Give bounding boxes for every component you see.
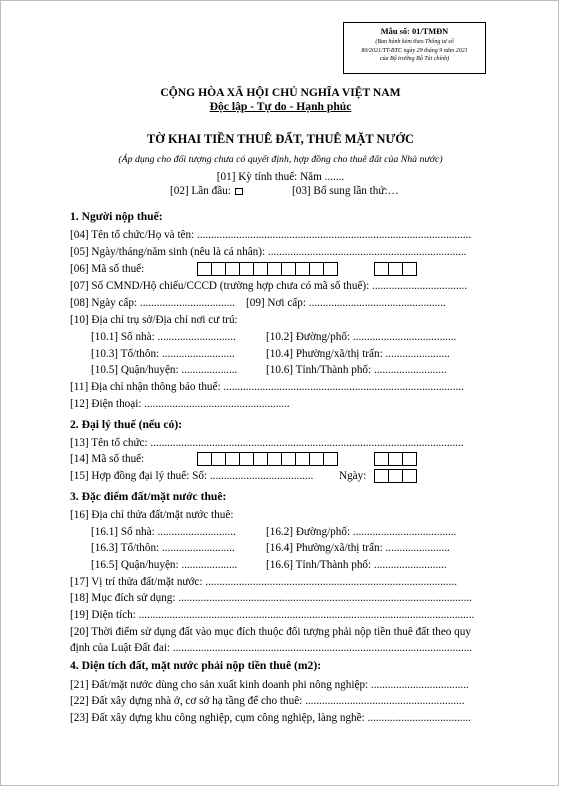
field-16-5[interactable]: [16.5] Quận/huyện: .................... (91, 559, 238, 571)
tax-code-branch-boxes[interactable] (375, 262, 417, 276)
field-16: [16] Địa chỉ thửa đất/mặt nước thuê: (70, 509, 234, 521)
agent-tax-code-branch-boxes[interactable] (375, 452, 417, 466)
digit-box[interactable] (388, 452, 403, 466)
digit-box[interactable] (388, 262, 403, 276)
tax-period: [01] Kỳ tính thuế: Năm ....... (216, 171, 345, 183)
digit-box[interactable] (309, 452, 324, 466)
digit-box[interactable] (323, 452, 338, 466)
digit-box[interactable] (239, 452, 254, 466)
field-20-line1: [20] Thời điểm sử dụng đất vào mục đích thuộc đối tượng phải nộp tiền thuê đất theo quy (70, 626, 471, 638)
field-06-label: [06] Mã số thuế: (70, 263, 145, 275)
agent-contract-date-boxes[interactable] (375, 469, 417, 483)
field-05[interactable]: [05] Ngày/tháng/năm sinh (nêu là cá nhân): ....................................................................... (70, 246, 467, 258)
section-3-heading: 3. Đặc điểm đất/mặt nước thuê: (70, 490, 227, 503)
tax-code-boxes[interactable] (198, 262, 338, 276)
field-10-6[interactable]: [10.6] Tỉnh/Thành phố: .......................... (266, 364, 447, 376)
digit-box[interactable] (374, 262, 389, 276)
supplement-count: [03] Bổ sung lần thứ:… (292, 185, 399, 197)
digit-box[interactable] (374, 469, 389, 483)
digit-box[interactable] (281, 452, 296, 466)
digit-box[interactable] (211, 452, 226, 466)
field-22[interactable]: [22] Đất xây dựng nhà ở, cơ sở hạ tầng để cho thuê: ......................................................... (70, 695, 465, 707)
form-subtitle: (Áp dụng cho đối tượng chưa có quyết định, hợp đồng cho thuê đất của Nhà nước) (118, 154, 443, 165)
section-4-heading: 4. Diện tích đất, mặt nước phải nộp tiền thuê (m2): (70, 659, 322, 672)
form-code-box (343, 22, 486, 74)
digit-box[interactable] (267, 262, 282, 276)
nation-header: CỘNG HÒA XÃ HỘI CHỦ NGHĨA VIỆT NAM (160, 86, 401, 99)
agent-tax-code-boxes[interactable] (198, 452, 338, 466)
field-15-date-label: Ngày: (339, 470, 367, 482)
field-10-3[interactable]: [10.3] Tổ/thôn: .......................... (91, 348, 235, 360)
field-18[interactable]: [18] Mục đích sử dụng: ......................................................................................................... (70, 592, 472, 604)
digit-box[interactable] (295, 262, 310, 276)
first-time-checkbox[interactable] (235, 188, 243, 195)
first-time: [02] Lần đầu: (170, 185, 243, 197)
digit-box[interactable] (402, 469, 417, 483)
field-15-number[interactable]: [15] Hợp đồng đại lý thuế: Số: ..................................... (70, 470, 314, 482)
motto: Độc lập - Tự do - Hạnh phúc (209, 100, 352, 113)
form-code-note: (Ban hành kèm theo Thông tư số 80/2021/TT-BTC ngày 29 tháng 9 năm 2021 của Bộ trưởng Bộ Tài chính) (361, 39, 468, 63)
field-09[interactable]: [09] Nơi cấp: ................................................. (246, 297, 446, 309)
field-07[interactable]: [07] Số CMND/Hộ chiếu/CCCD (trường hợp chưa có mã số thuế): .................................. (70, 280, 468, 292)
field-11[interactable]: [11] Địa chỉ nhận thông báo thuế: ...................................................................................... (70, 381, 464, 393)
section-1-heading: 1. Người nộp thuế: (70, 210, 163, 223)
digit-box[interactable] (295, 452, 310, 466)
field-04[interactable]: [04] Tên tổ chức/Họ và tên: .................................................................................................. (70, 229, 472, 241)
digit-box[interactable] (323, 262, 338, 276)
field-20-line2[interactable]: định của Luật Đất đai: ........................................................................................................... (70, 642, 473, 654)
field-17[interactable]: [17] Vị trí thửa đất/mặt nước: .......................................................................................... (70, 576, 457, 588)
field-10-4[interactable]: [10.4] Phường/xã/thị trấn: ....................... (266, 348, 450, 360)
digit-box[interactable] (374, 452, 389, 466)
digit-box[interactable] (239, 262, 254, 276)
field-14-label: [14] Mã số thuế: (70, 453, 145, 465)
digit-box[interactable] (402, 452, 417, 466)
field-12[interactable]: [12] Điện thoại: .................................................... (70, 398, 290, 410)
digit-box[interactable] (402, 262, 417, 276)
field-16-4[interactable]: [16.4] Phường/xã/thị trấn: ....................... (266, 542, 450, 554)
digit-box[interactable] (211, 262, 226, 276)
field-10-1[interactable]: [10.1] Số nhà: ............................ (91, 331, 236, 343)
field-23[interactable]: [23] Đất xây dựng khu công nghiệp, cụm công nghiệp, làng nghề: ..................................... (70, 712, 471, 724)
digit-box[interactable] (225, 452, 240, 466)
digit-box[interactable] (197, 262, 212, 276)
digit-box[interactable] (281, 262, 296, 276)
field-10-5[interactable]: [10.5] Quận/huyện: .................... (91, 364, 238, 376)
form-code: Mẫu số: 01/TMĐN (380, 27, 449, 36)
section-2-heading: 2. Đại lý thuế (nếu có): (70, 418, 183, 431)
field-16-6[interactable]: [16.6] Tỉnh/Thành phố: .......................... (266, 559, 447, 571)
digit-box[interactable] (309, 262, 324, 276)
field-08[interactable]: [08] Ngày cấp: .................................. (70, 297, 235, 309)
digit-box[interactable] (253, 262, 268, 276)
field-19[interactable]: [19] Diện tích: ........................................................................................................................ (70, 609, 475, 621)
digit-box[interactable] (225, 262, 240, 276)
digit-box[interactable] (267, 452, 282, 466)
field-21[interactable]: [21] Đất/mặt nước dùng cho sản xuất kinh doanh phi nông nghiệp: ................................... (70, 679, 469, 691)
digit-box[interactable] (197, 452, 212, 466)
digit-box[interactable] (253, 452, 268, 466)
field-16-2[interactable]: [16.2] Đường/phố: ..................................... (266, 526, 457, 538)
field-10-2[interactable]: [10.2] Đường/phố: ..................................... (266, 331, 457, 343)
form-title: TỜ KHAI TIỀN THUÊ ĐẤT, THUÊ MẶT NƯỚC (147, 132, 414, 146)
field-10: [10] Địa chỉ trụ sở/Địa chỉ nơi cư trú: (70, 314, 238, 326)
field-16-3[interactable]: [16.3] Tổ/thôn: .......................... (91, 542, 235, 554)
digit-box[interactable] (388, 469, 403, 483)
field-16-1[interactable]: [16.1] Số nhà: ............................ (91, 526, 236, 538)
field-13[interactable]: [13] Tên tổ chức: ................................................................................................................ (70, 437, 464, 449)
